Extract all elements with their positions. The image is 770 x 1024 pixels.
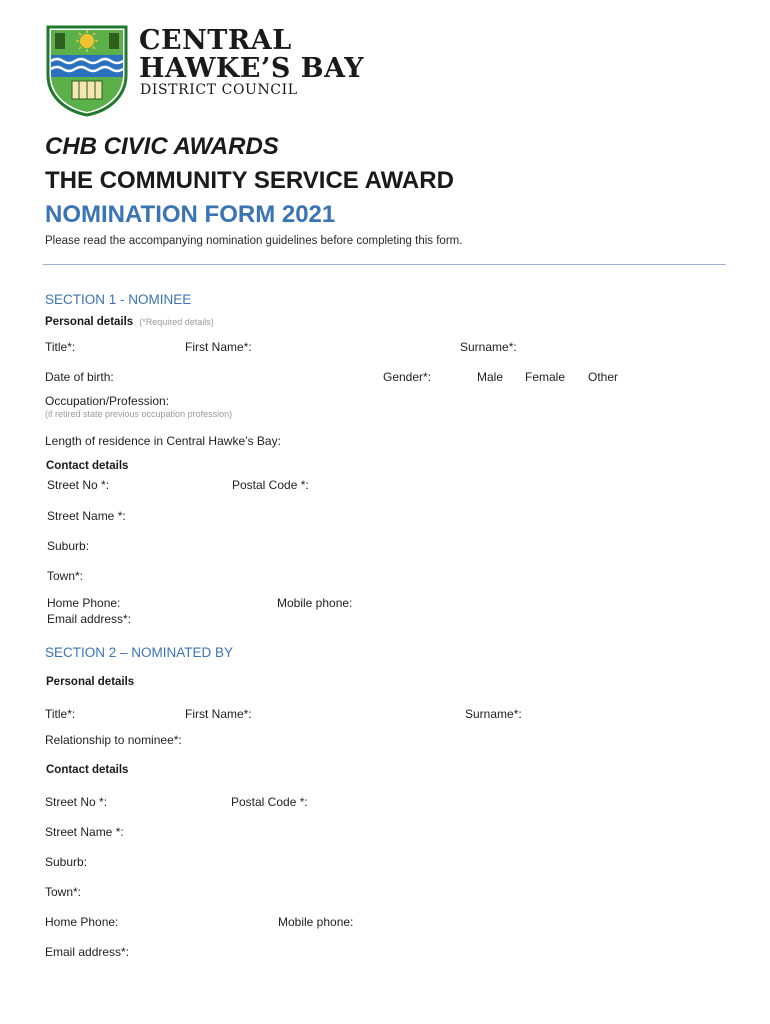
s2-surname-field[interactable]: Surname*: [465, 707, 522, 721]
logo-text-district-council: DISTRICT COUNCIL [140, 82, 298, 98]
s2-relationship-field[interactable]: Relationship to nominee*: [45, 733, 182, 747]
s1-street-name-field[interactable]: Street Name *: [47, 509, 126, 523]
section2-heading: SECTION 2 – NOMINATED BY [45, 645, 234, 660]
title-civic-awards: CHB CIVIC AWARDS [45, 133, 279, 160]
s2-mobile-phone-field[interactable]: Mobile phone: [278, 915, 354, 929]
s1-home-phone-field[interactable]: Home Phone: [47, 596, 121, 610]
s1-street-no-field[interactable]: Street No *: [47, 478, 110, 492]
s2-personal-heading: Personal details [46, 676, 135, 688]
title-nomination-form: NOMINATION FORM 2021 [45, 201, 336, 228]
s1-contact-heading: Contact details [46, 460, 129, 472]
s1-mobile-phone-field[interactable]: Mobile phone: [277, 596, 353, 610]
s2-home-phone-field[interactable]: Home Phone: [45, 915, 119, 929]
s1-email-field[interactable]: Email address*: [47, 612, 132, 626]
intro-text: Please read the accompanying nomination guidelines before completing this form. [45, 235, 463, 247]
s2-street-name-field[interactable]: Street Name *: [45, 825, 124, 839]
s2-contact-heading: Contact details [46, 764, 129, 776]
s1-first-name-field[interactable]: First Name*: [185, 340, 252, 354]
header-divider [43, 264, 726, 265]
s2-first-name-field[interactable]: First Name*: [185, 707, 252, 721]
council-crest-logo [46, 25, 128, 117]
s1-dob-field[interactable]: Date of birth: [45, 370, 114, 384]
s1-occupation-field[interactable]: Occupation/Profession: [45, 394, 170, 408]
s1-gender-option-male[interactable]: Male [477, 370, 504, 384]
personal-details-label: Personal details [45, 316, 134, 328]
s1-gender-option-female[interactable]: Female [525, 370, 566, 384]
s2-email-field[interactable]: Email address*: [45, 945, 130, 959]
s1-residence-field[interactable]: Length of residence in Central Hawke’s Bay: [45, 434, 281, 448]
section1-personal-heading [45, 316, 214, 328]
s2-town-field[interactable]: Town*: [45, 885, 82, 899]
s1-surname-field[interactable]: Surname*: [460, 340, 517, 354]
title-community-service-award: THE COMMUNITY SERVICE AWARD [45, 167, 454, 194]
s1-gender-label: Gender*: [383, 370, 432, 384]
logo-text-central: CENTRAL [139, 25, 292, 56]
s1-occupation-hint: (if retired state previous occupation profession) [45, 409, 233, 419]
section1-heading: SECTION 1 - NOMINEE [45, 292, 192, 307]
s1-gender-option-other[interactable]: Other [588, 370, 619, 384]
s1-suburb-field[interactable]: Suburb: [47, 539, 90, 553]
s1-title-field[interactable]: Title*: [45, 340, 76, 354]
s2-suburb-field[interactable]: Suburb: [45, 855, 88, 869]
s1-town-field[interactable]: Town*: [47, 569, 84, 583]
s1-postal-code-field[interactable]: Postal Code *: [232, 478, 309, 492]
s2-title-field[interactable]: Title*: [45, 707, 76, 721]
required-note: (*Required details) [139, 317, 214, 327]
s2-postal-code-field[interactable]: Postal Code *: [231, 795, 308, 809]
logo-text-hawkes-bay: HAWKE’S BAY [139, 53, 364, 84]
s2-street-no-field[interactable]: Street No *: [45, 795, 108, 809]
